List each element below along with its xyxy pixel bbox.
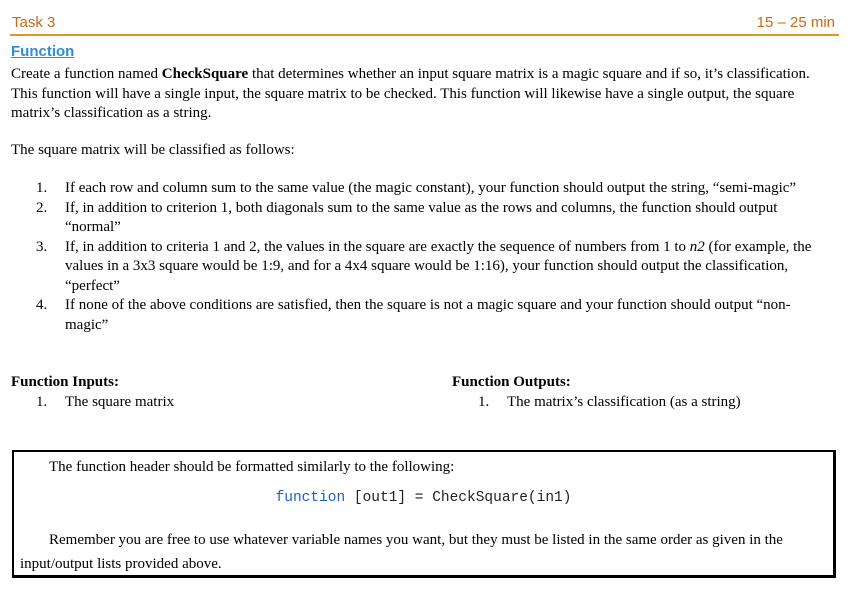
task-label: Task 3 <box>12 14 56 31</box>
input-number: 1. <box>36 394 48 410</box>
criterion-item <box>36 296 828 335</box>
criterion-number: 4. <box>36 297 48 313</box>
output-number: 1. <box>478 394 490 410</box>
criterion-variable: n2 <box>689 238 705 255</box>
criterion-item <box>36 179 828 199</box>
criterion-number: 3. <box>36 238 48 255</box>
criterion-item <box>36 238 828 297</box>
section-title: Function <box>11 43 75 60</box>
criterion-text-post: (for example, the values in a 3x3 square would be 1:9, and for a 4x4 square would be 1:16), your function should output the classification, “perfect” <box>65 238 812 294</box>
code-signature: [out1] = CheckSquare(in1) <box>345 490 572 506</box>
code-keyword: function <box>275 490 346 506</box>
intro-text-post: that determines whether an input square matrix is a magic square and if so, it’s classification. This function will have a single input, the square matrix to be checked. This function will likewise have a single output, the square matrix’s classification as a string. <box>11 66 810 121</box>
box-intro: The function header should be formatted similarly to the following: <box>49 459 455 475</box>
box-note: Remember you are free to use whatever variable names you want, but they must be listed in the same order as given in the input/output lists provided above. <box>20 532 783 572</box>
criterion-text: If none of the above conditions are satisfied, then the square is not a magic square and your function should output “non-magic” <box>65 297 791 333</box>
task-header <box>10 8 839 36</box>
input-text: The square matrix <box>65 394 175 410</box>
output-text: The matrix’s classification (as a string) <box>507 394 741 410</box>
criterion-text: If, in addition to criterion 1, both diagonals sum to the same value as the rows and columns, the function should output “normal” <box>65 199 778 235</box>
function-name: CheckSquare <box>161 66 249 82</box>
intro-paragraph <box>11 65 831 124</box>
time-estimate: 15 – 25 min <box>756 14 835 31</box>
function-header-code <box>14 490 833 506</box>
criterion-text: If each row and column sum to the same value (the magic constant), your function should output the string, “semi-magic” <box>65 180 797 196</box>
classification-intro: The square matrix will be classified as follows: <box>11 142 295 158</box>
criterion-number: 2. <box>36 199 48 216</box>
criterion-number: 1. <box>36 180 48 196</box>
criteria-list <box>36 179 828 335</box>
intro-text-pre: Create a function named <box>11 66 162 82</box>
criterion-item <box>36 199 828 238</box>
inputs-heading: Function Inputs: <box>11 374 119 390</box>
criterion-text-pre: If, in addition to criteria 1 and 2, the values in the square are exactly the sequence of numbers from 1 to <box>65 238 690 255</box>
outputs-heading: Function Outputs: <box>452 374 571 390</box>
function-header-box <box>12 450 836 578</box>
